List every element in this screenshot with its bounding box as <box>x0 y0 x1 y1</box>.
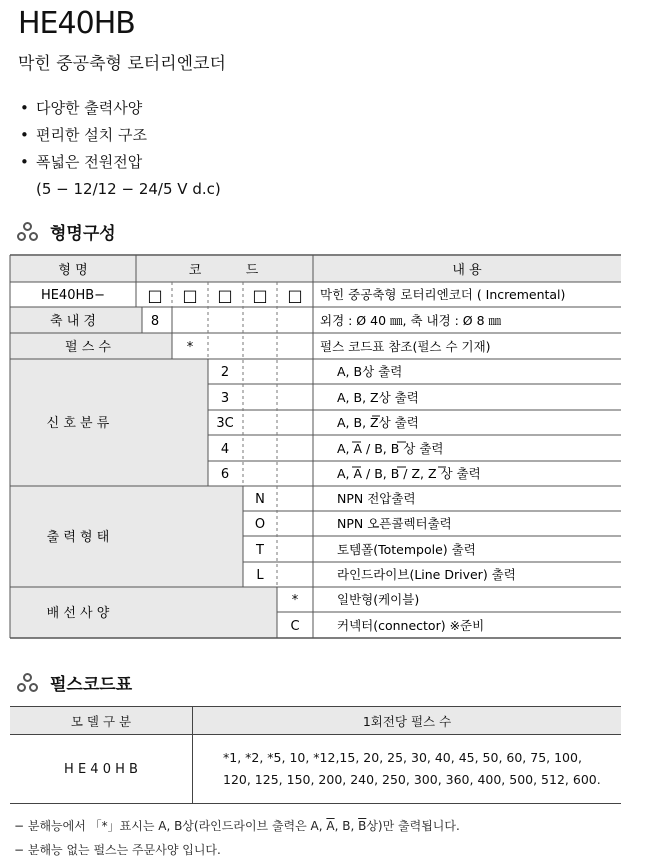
pulse-values <box>193 735 622 804</box>
wiring-label: 배 선 사 양 <box>46 606 110 621</box>
feature-item: • 편리한 설치 구조 <box>20 122 221 149</box>
header-code-2: 드 <box>245 263 259 278</box>
wiring-desc: 일반형(케이블) <box>337 592 420 607</box>
signal-code: 4 <box>220 442 230 457</box>
section-heading-pulse: 펄스코드표 <box>14 670 132 695</box>
output-label: 출 력 형 태 <box>46 530 110 545</box>
signal-code: 6 <box>220 467 230 482</box>
signal-desc: A, B, Z상 출력 <box>337 415 419 430</box>
series-name: HE40HB− <box>40 288 106 303</box>
wiring-desc: 커넥터(connector) ※준비 <box>337 618 485 633</box>
pulse-values-line: 120, 125, 150, 200, 240, 250, 300, 360, 400, 500, 512, 600. <box>223 772 601 787</box>
code-box-icon: □ <box>287 286 303 305</box>
output-code: T <box>256 543 264 558</box>
pulse-code: * <box>186 340 194 355</box>
code-box-icon: □ <box>182 286 198 305</box>
output-desc: NPN 오픈콜렉터출력 <box>337 516 452 531</box>
pulse-table <box>10 706 621 804</box>
pulse-desc: 펄스 코드표 참조(펄스 수 기재) <box>320 339 491 354</box>
signal-desc: A, B, Z상 출력 <box>337 390 419 405</box>
code-box-icon: □ <box>147 286 163 305</box>
wiring-code: * <box>291 593 299 608</box>
note-2: − 분해능 없는 펄스는 주문사양 입니다. <box>14 843 221 857</box>
circles-icon <box>14 672 42 694</box>
header-content: 내 용 <box>452 263 482 278</box>
bullet-icon: • <box>20 153 29 171</box>
bullet-icon: • <box>20 126 29 144</box>
output-code: N <box>255 492 265 507</box>
output-desc: NPN 전압출력 <box>337 491 416 506</box>
pulse-model: H E 4 0 H B <box>10 735 193 804</box>
pulse-values-line: *1, *2, *5, 10, *12,15, 20, 25, 30, 40, 45, 50, 60, 75, 100, <box>223 750 582 765</box>
model-subtitle: 막힌 중공축형 로터리엔코더 <box>18 54 226 74</box>
feature-item: • 폭넓은 전원전압 <box>20 149 221 176</box>
bullet-icon: • <box>20 99 29 117</box>
series-desc: 막힌 중공축형 로터리엔코더 ( Incremental) <box>320 287 566 302</box>
code-box-icon: □ <box>252 286 268 305</box>
signal-label: 신 호 분 류 <box>46 416 110 431</box>
pulse-head-model: 모 델 구 분 <box>10 707 193 735</box>
signal-code: 3C <box>216 416 234 431</box>
feature-voltage: (5 − 12/12 − 24/5 V d.c) <box>36 180 221 198</box>
output-code: O <box>254 517 266 532</box>
model-title: HE40HB <box>18 6 135 41</box>
signal-desc: A, B상 출력 <box>337 364 403 379</box>
header-model: 형 명 <box>58 263 88 278</box>
output-code: L <box>256 568 264 583</box>
shaft-desc: 외경 : Ø 40 ㎜, 축 내경 : Ø 8 ㎜ <box>320 313 502 328</box>
table-row <box>10 735 621 804</box>
pulse-label: 펄 스 수 <box>65 340 111 355</box>
wiring-code: C <box>290 619 300 634</box>
signal-desc: A, A / B, B 상 출력 <box>337 441 444 456</box>
signal-code: 2 <box>220 365 230 380</box>
feature-item: • 다양한 출력사양 <box>20 95 221 122</box>
note-1: − 분해능에서 「*」표시는 A, B상(라인드라이브 출력은 A, $\overline{A}$, B, $\overline{B}$상)만 출력됩니다. <box>14 819 460 833</box>
shaft-code: 8 <box>150 314 160 329</box>
signal-desc: A, A / B, B / Z, Z 상 출력 <box>337 466 481 481</box>
code-box-icon: □ <box>217 286 233 305</box>
table-header-row <box>10 707 621 735</box>
signal-code: 3 <box>220 391 230 406</box>
output-desc: 토템폴(Totempole) 출력 <box>337 542 476 557</box>
section-heading-model: 형명구성 <box>14 219 116 244</box>
output-desc: 라인드라이브(Line Driver) 출력 <box>337 567 516 582</box>
header-code-1: 코 <box>188 263 202 278</box>
pulse-head-count: 1회전당 펄스 수 <box>193 707 622 735</box>
shaft-label: 축 내 경 <box>50 314 96 329</box>
